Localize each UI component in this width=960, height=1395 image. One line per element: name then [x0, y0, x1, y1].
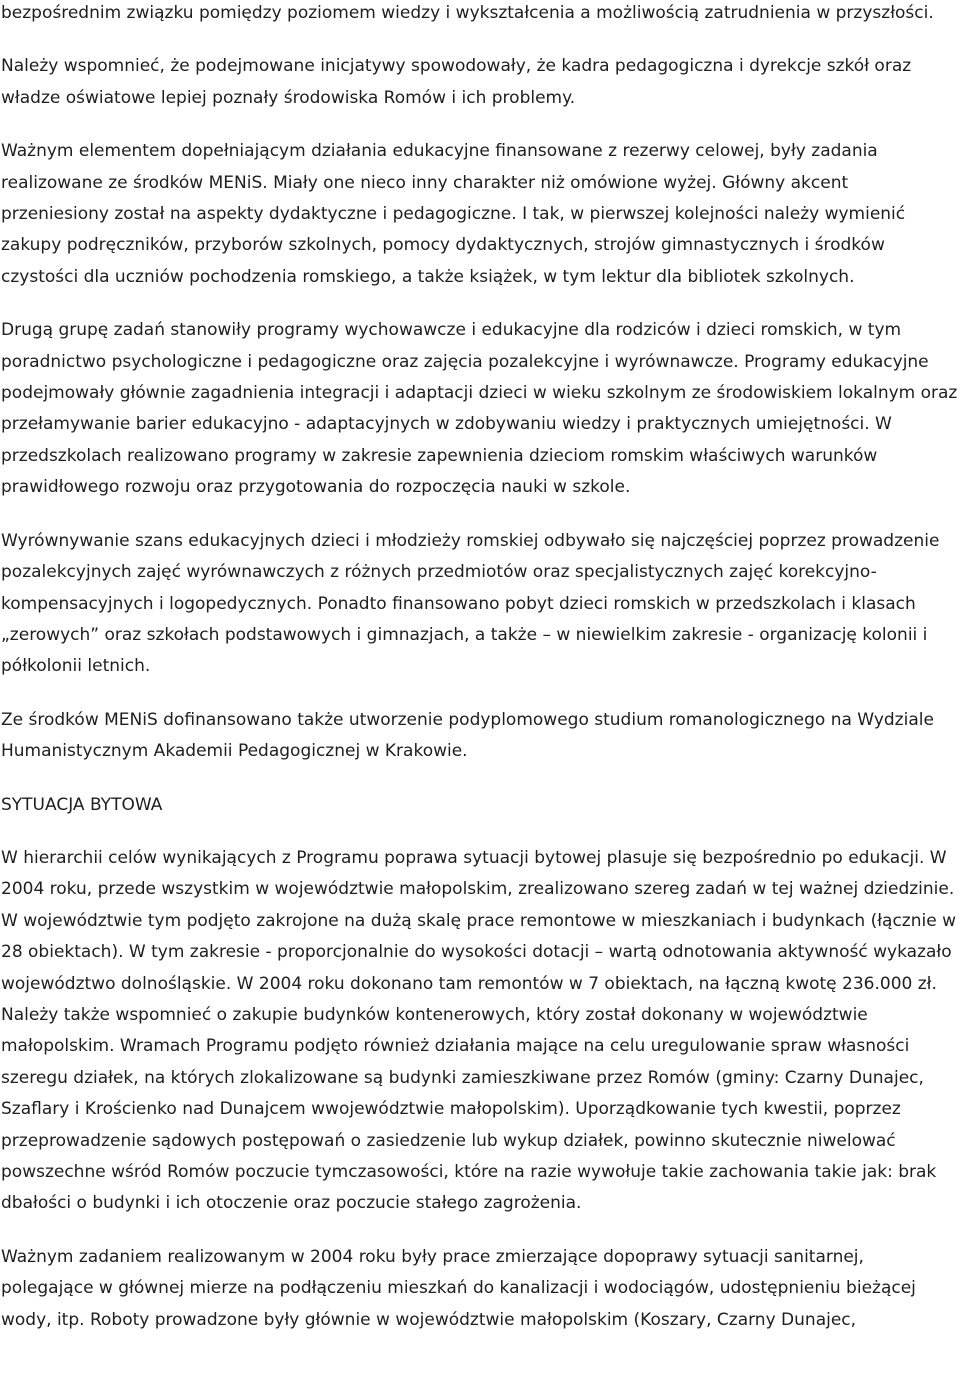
paragraph-sanitation: Ważnym zadaniem realizowanym w 2004 roku były prace zmierzające dopoprawy sytuacji sanitarnej, polegające w głównej mierze na podłączeniu mieszkań do kanalizacji i wodociągów, udostępnieniu bieżącej wody, itp. Roboty prowadzone były głównie w województwie małopolskim (Koszary, Czarny Dunajec,	[1, 1246, 916, 1330]
document-page	[1, 0, 959, 1358]
paragraph-menis-tasks: Ważnym elementem dopełniającym działania edukacyjne finansowane z rezerwy celowej, były zadania realizowane ze środków MENiS. Miały one nieco inny charakter niż omówione wyżej. Główny akcent przeniesiony został na aspekty dydaktyczne i pedagogiczne. I tak, w pierwszej kolejności należy wymienić zakupy podręczników, przyborów szkolnych, pomocy dydaktycznych, strojów gimnastycznych i środków czystości dla uczniów pochodzenia romskiego, a także książek, w tym lektur dla bibliotek szkolnych.	[1, 141, 906, 287]
paragraph-studies: Ze środków MENiS dofinansowano także utworzenie podyplomowego studium romanologicznego na Wydziale Humanistycznym Akademii Pedagogicznej w Krakowie.	[1, 709, 934, 762]
paragraph-living-conditions: W hierarchii celów wynikających z Programu poprawa sytuacji bytowej plasuje się bezpośrednio po edukacji. W 2004 roku, przede wszystkim w województwie małopolskim, zrealizowano szereg zadań w tej ważnej dziedzinie. W województwie tym podjęto zakrojone na dużą skalę prace remontowe w mieszkaniach i budynkach (łącznie w 28 obiektach). W tym zakresie - proporcjonalnie do wysokości dotacji – wartą odnotowania aktywność wykazało województwo dolnośląskie. W 2004 roku dokonano tam remontów w 7 obiektach, na łączną kwotę 236.000 zł. Należy także wspomnieć o zakupie budynków kontenerowych, który został dokonany w województwie małopolskim. Wramach Programu podjęto również działania mające na celu uregulowanie spraw własności szeregu działek, na których zlokalizowane są budynki zamieszkiwane przez Romów (gminy: Czarny Dunajec, Szaflary i Krościenko nad Dunajcem wwojewództwie małopolskim). Uporządkowanie tych kwestii, poprzez przeprowadzenie sądowych postępowań o zasiedzenie lub wykup działek, powinno skutecznie niwelować powszechne wśród Romów poczucie tymczasowości, które na razie wywołuje takie zachowania takie jak: brak dbałości o budynki i ich otoczenie oraz poczucie stałego zagrożenia.	[1, 847, 956, 1214]
paragraph-equal-chances: Wyrównywanie szans edukacyjnych dzieci i młodzieży romskiej odbywało się najczęściej poprzez prowadzenie pozalekcyjnych zajęć wyrównawczych z różnych przedmiotów oraz specjalistycznych zajęć korekcyjno-kompensacyjnych i logopedycznych. Ponadto finansowano pobyt dzieci romskich w przedszkolach i klasach „zerowych” oraz szkołach podstawowych i gimnazjach, a także – w niewielkim zakresie - organizację kolonii i półkolonii letnich.	[1, 530, 940, 677]
paragraph-programs: Drugą grupę zadań stanowiły programy wychowawcze i edukacyjne dla rodziców i dzieci romskich, w tym poradnictwo psychologiczne i pedagogiczne oraz zajęcia pozalekcyjne i wyrównawcze. Programy edukacyjne podejmowały głównie zagadnienia integracji i adaptacji dzieci w wieku szkolnym ze środowiskiem lokalnym oraz przełamywanie barier edukacyjno - adaptacyjnych w zdobywaniu wiedzy i praktycznych umiejętności. W przedszkolach realizowano programy w zakresie zapewnienia dzieciom romskim właściwych warunków prawidłowego rozwoju oraz przygotowania do rozpoczęcia nauki w szkole.	[1, 320, 958, 498]
paragraph-initiatives: Należy wspomnieć, że podejmowane inicjatywy spowodowały, że kadra pedagogiczna i dyrekcje szkół oraz władze oświatowe lepiej poznały środowiska Romów i ich problemy.	[1, 56, 912, 108]
paragraph-education-link: bezpośrednim związku pomiędzy poziomem wiedzy i wykształcenia a możliwością zatrudnienia w przyszłości.	[1, 3, 934, 23]
section-heading: SYTUACJA BYTOWA	[1, 794, 163, 815]
